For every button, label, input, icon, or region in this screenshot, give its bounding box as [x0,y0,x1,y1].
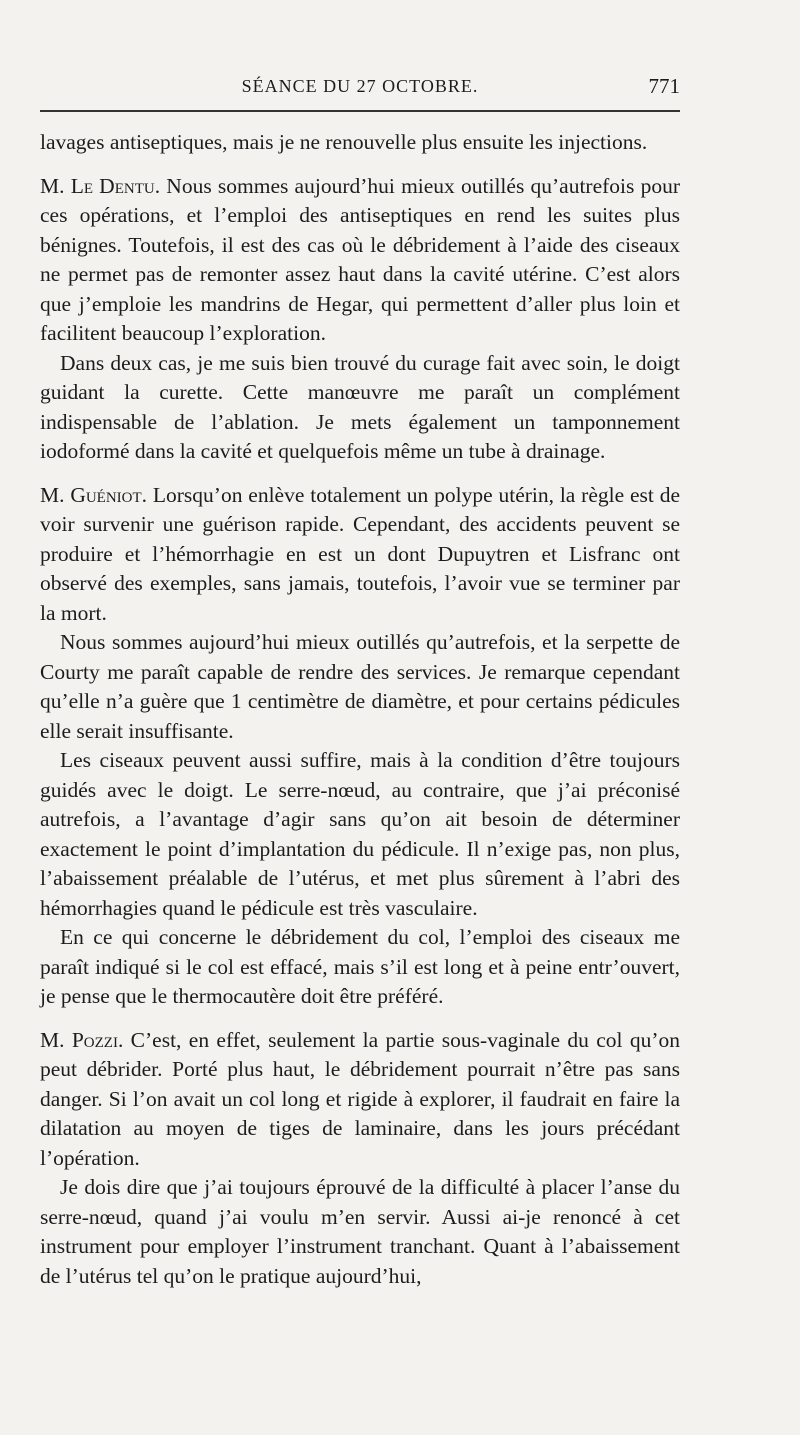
speaker-name: M. Guéniot. [40,482,148,507]
paragraph-text: Je dois dire que j’ai toujours éprouvé de la difficulté à placer l’anse du serre-nœud, quand j’ai voulu m’en servir. Aussi ai-je renoncé à cet instrument pour employer l’instrument tranchant. Quant à l’abaissement de l’utérus tel qu’on le pratique aujourd’hui, [40,1175,680,1288]
paragraph-text: lavages antiseptiques, mais je ne renouvelle plus ensuite les injections. [40,130,648,154]
paragraph [40,128,680,158]
paragraph [40,1026,680,1174]
paragraph-text: En ce qui concerne le débridement du col, l’emploi des ciseaux me paraît indiqué si le col est effacé, mais s’il est long et à peine entr’ouvert, je pense que le thermocautère doit être préféré. [40,925,680,1008]
paragraph [40,746,680,923]
paragraph-text: Lorsqu’on enlève totalement un polype utérin, la règle est de voir survenir une guérison rapide. Cependant, des accidents peuvent se produire et l’hémorrhagie en est un dont Dupuytren et Lisfranc ont observé des exemples, sans jamais, toutefois, l’avoir vue se terminer par la mort. [40,482,680,625]
page-header [40,72,680,102]
paragraph-text: Nous sommes aujourd’hui mieux outillés qu’autrefois pour ces opérations, et l’emploi des antiseptiques en rend les suites plus bénignes. Toutefois, il est des cas où le débridement à l’aide des ciseaux ne permet pas de remonter assez haut dans la cavité utérine. C’est alors que j’emploie les mandrins de Hegar, qui permettent d’aller plus loin et facilitent beaucoup l’exploration. [40,173,680,345]
paragraph [40,1173,680,1291]
paragraph [40,628,680,746]
paragraph-text: C’est, en effet, seulement la partie sous-vaginale du col qu’on peut débrider. Porté plus haut, le débridement pourrait n’être pas sans danger. Si l’on avait un col long et rigide à explorer, il faudrait en faire la dilatation au moyen de tiges de laminaire, dans les jours précédant l’opération. [40,1027,680,1170]
speaker-name: M. Pozzi. [40,1027,124,1052]
paragraph [40,481,680,629]
paragraph-text: Les ciseaux peuvent aussi suffire, mais à la condition d’être toujours guidés avec le doigt. Le serre-nœud, au contraire, que j’ai préconisé autrefois, a l’avantage d’agir sans qu’on ait besoin de déterminer exactement le point d’implantation du pédicule. Il n’exige pas, non plus, l’abaissement préalable de l’utérus, et met plus sûrement à l’abri des hémorrhagies quand le pédicule est très vasculaire. [40,748,680,920]
page-number: 771 [648,74,680,98]
speaker-name: M. Le Dentu. [40,173,161,198]
paragraph [40,172,680,349]
header-rule [40,110,680,112]
running-head: SÉANCE DU 27 OCTOBRE. [241,76,479,96]
paragraph [40,349,680,467]
body-text [40,128,680,1291]
paragraph-text: Nous sommes aujourd’hui mieux outillés qu’autrefois, et la serpette de Courty me paraît capable de rendre des services. Je remarque cependant qu’elle n’a guère que 1 centimètre de diamètre, et pour certains pédicules elle serait insuffisante. [40,630,680,743]
paragraph [40,923,680,1012]
paragraph-text: Dans deux cas, je me suis bien trouvé du curage fait avec soin, le doigt guidant la curette. Cette manœuvre me paraît un complément indispensable de l’ablation. Je mets également un tamponnement iodoformé dans la cavité et quelquefois même un tube à drainage. [40,350,680,463]
